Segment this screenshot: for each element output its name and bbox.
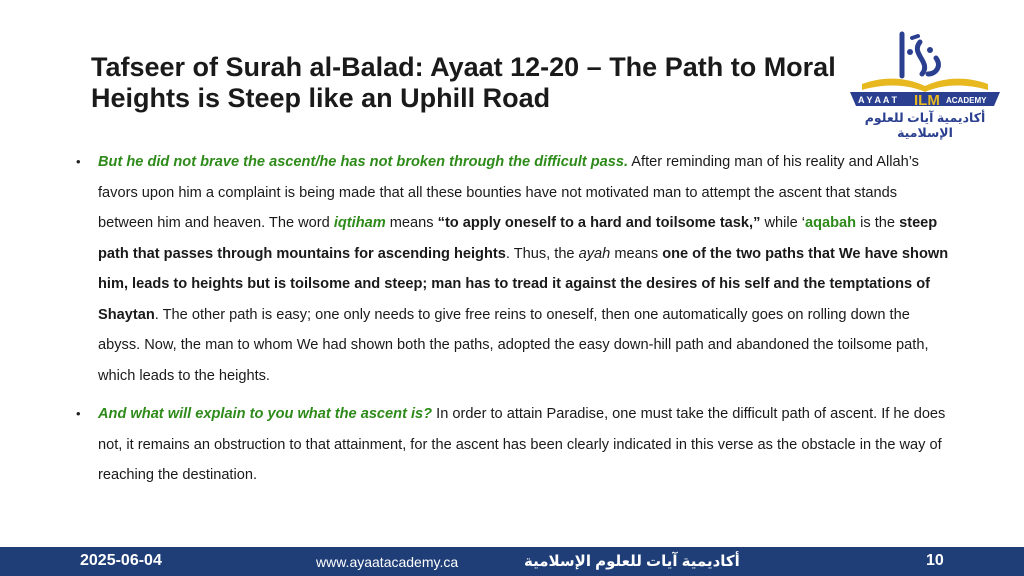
bullet-dot: • — [76, 154, 81, 169]
term-ayah: ayah — [578, 245, 611, 262]
footer-arabic-name: أكاديمية آيات للعلوم الإسلامية — [524, 553, 740, 570]
body-text: while ‘ — [760, 215, 805, 231]
academy-logo — [840, 28, 1010, 140]
verse-quote: But he did not brave the ascent/he has not broken through the difficult pass. — [98, 154, 629, 170]
body-text: In order to attain Paradise, one must take the difficult path of ascent. If he does not, it remains an obstruction to that attainment, for the ascent has been clearly indicated in this verse as the obstacle in the way of reaching the destination. — [98, 406, 946, 483]
logo-letters: A Y A A T — [858, 95, 898, 105]
footer-date: 2025-06-04 — [80, 552, 162, 569]
bullet-paragraph — [98, 399, 956, 491]
term-aqabah: aqabah — [805, 215, 857, 231]
body-text: . The other path is easy; one only needs to give free reins to oneself, then one automatically goes on rolling down the abyss. Now, the man to whom We had shown both the paths, adopted the easy down-hill path and abandoned the toilsome path, which leads to the heights. — [98, 306, 929, 384]
body-text: After reminding man of his reality and Allah’s favors upon him a complaint is being made that all these bounties have not motivated man to attempt the ascent that stands between him and heaven. The word — [98, 154, 919, 231]
bullet-item — [76, 399, 956, 491]
bullet-paragraph — [98, 147, 956, 391]
slide-title: Tafseer of Surah al-Balad: Ayaat 12-20 – The Path to Moral Heights is Steep like an Uphill Road — [91, 52, 836, 113]
footer-website: www.ayaatacademy.ca — [316, 554, 459, 570]
body-text: means — [610, 245, 663, 262]
body-text: is the — [856, 215, 900, 231]
body-text: means — [385, 215, 438, 231]
body-text: . Thus, the — [505, 245, 579, 262]
arabic-calligraphy-book-logo-icon — [840, 28, 1010, 112]
definition-text: “to apply oneself to a hard and toilsome task,” — [437, 215, 761, 231]
term-iqtiham: iqtiham — [333, 215, 386, 231]
definition-text: steep path that passes through mountains for ascending heights — [98, 215, 938, 262]
bullet-item — [76, 147, 956, 391]
emphasis-text: one of the two paths that We have shown him, leads to heights but is toilsome and steep; man has to tread it against the desires of his self and the temptations of Shaytan — [98, 245, 949, 323]
logo-ilm: ILM — [914, 92, 940, 109]
slide-content — [76, 147, 956, 499]
verse-quote: And what will explain to you what the ascent is? — [98, 406, 433, 422]
bullet-dot: • — [76, 406, 81, 421]
footer-bar — [0, 547, 1024, 576]
logo-arabic-name: أكاديمية آيات للعلوم الإسلامية — [864, 111, 986, 140]
logo-academy: ACADEMY — [946, 96, 987, 105]
page-number: 10 — [926, 552, 944, 569]
